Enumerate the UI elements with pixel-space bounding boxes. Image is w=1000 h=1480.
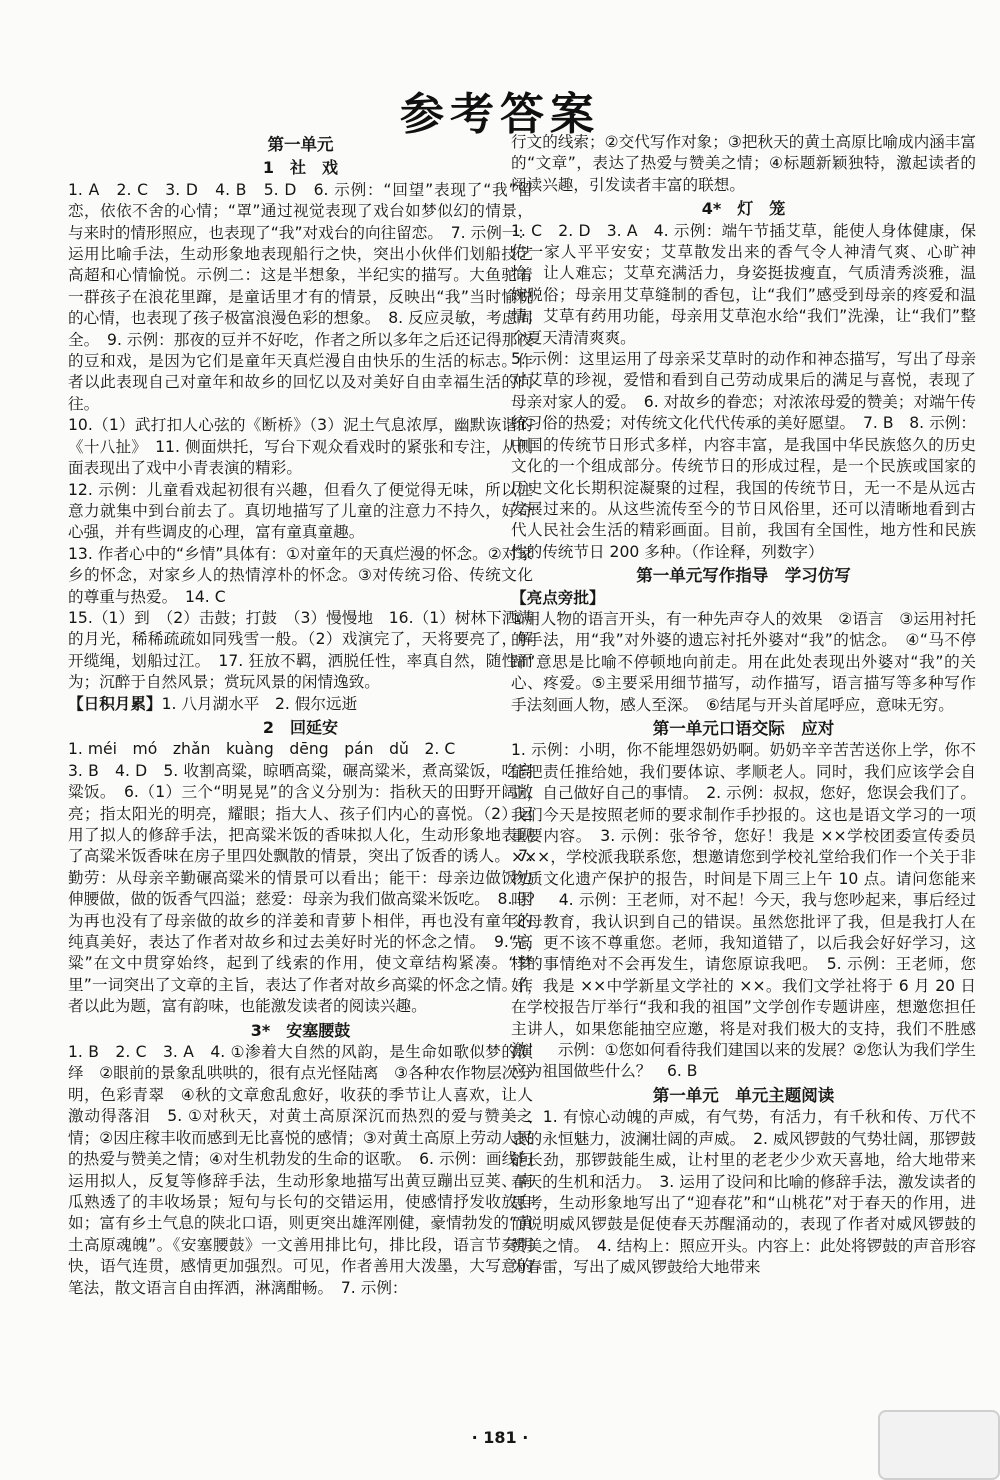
answer-paragraph bbox=[68, 544, 533, 608]
answer-text: ①用人物的语言开头，有一种先声夺人的效果 ②语言 ③运用衬托的手法，用“我”对外婆的遗忘衬托外婆对“我”的惦念。 ④“马不停蹄”意思是比喻不停顿地向前走。用在此处表现出外婆对“我”的关心、疼爱。⑤主要采用细节描写，动作描写，语言描写等多种写作手法刻画人物，感人至深。 ⑥结尾与开头首尾呼应，意味无穷。 bbox=[511, 609, 976, 714]
answer-text: 3. B 4. D 5. 收割高粱，晾晒高粱，碾高粱米，煮高粱饭，吃高粱饭。 6.（1）三个“明晃晃”的含义分别为：指秋天的田野开阔敞亮；指太阳光的明亮，耀眼；指大人、孩子们内心的喜悦。（2）运用了拟人的修辞手法，把高粱米饭的香味拟人化，生动形象地表现了高粱米饭香味在房子里四处飘散的情景，突出了饭香的诱人。 7. 勤劳：从母亲辛勤碾高粱米的情景可以看出；能干：母亲边做饭边伸腰做，做的饭香气四溢；慈爱：母亲为我们做高粱米饭吃。 8. 因为再也没有了母亲做的故乡的洋姜和青萝卜相伴，再也没有童年的纯真美好，表达了作者对故乡和过去美好时光的怀念之情。 9.“高粱”在文中贯穿始终，起到了线索的作用，使文章结构紧凑。“梦里”一词突出了文章的主旨，表达了作者对故乡高粱的怀念之情。作者以此为题，富有韵味，也能激发读者的阅读兴趣。 bbox=[68, 761, 533, 1016]
answer-paragraph bbox=[68, 415, 533, 479]
answer-paragraph bbox=[511, 740, 976, 1083]
answer-paragraph bbox=[68, 480, 533, 544]
answer-text: 13. 作者心中的“乡情”具体有：①对童年的天真烂漫的怀念。②对家乡的怀念，对家乡人的热情淳朴的怀念。③对传统习俗、传统文化的尊重与热爱。 14. C bbox=[68, 544, 533, 606]
answer-paragraph bbox=[511, 132, 976, 196]
answer-text: 行文的线索；②交代写作对象；③把秋天的黄土高原比喻成内涵丰富的“文章”，表达了热爱与赞美之情；④标题新颖独特，激起读者的阅读兴趣，引发读者丰富的联想。 bbox=[511, 133, 976, 194]
answer-text: 1. A 2. C 3. D 4. B 5. D 6. 示例：“回望”表现了“我”留恋，依依不舍的心情；“罩”通过视觉表现了戏台如梦似幻的情景，与来时的情形照应，也表现了“我”对戏台的向往留恋。 7. 示例一：运用比喻手法，生动形象地表现船行之快，突出小伙伴们划船技艺高超和心情愉悦。示例二：这是半想象，半纪实的描写。大鱼驼着一群孩子在浪花里蹿，是童话里才有的情景，反映出“我”当时愉悦的心情，也表现了孩子极富浪漫色彩的想象。 8. 反应灵敏，考虑周全。 9. 示例：那夜的豆并不好吃，作者之所以多年之后还记得那夜的豆和戏，是因为它们是童年天真烂漫自由快乐的生活的标志。作者以此表现自己对童年和故乡的回忆以及对美好自由幸福生活的向往。 bbox=[68, 180, 533, 413]
answer-text: 一、1. 有惊心动魄的声威，有气势，有活力，有千秋和传、万代不衰的永恒魅力，波澜壮阔的声威。 2. 威风锣鼓的气势壮阔，那锣鼓能长劲，那锣鼓能生威，让村里的老老少少欢天喜地，给大地带来春天的生机和活力。 3. 运用了设问和比喻的修辞手法，激发读者的思考，生动形象地写出了“迎春花”和“山桃花”对于春天的作用，进而说明威风锣鼓是促使春天苏醒涌动的，表现了作者对威风锣鼓的赞美之情。 4. 结构上：照应开头。内容上：此处将锣鼓的声音形容为春雷，写出了威风锣鼓给大地带来 bbox=[511, 1108, 976, 1277]
answer-text: 1. 示例：小明，你不能埋怨奶奶啊。奶奶辛辛苦苦送你上学，你不能把责任推给她，我们要体谅、孝顺老人。同时，我们应该学会自立，自己做好自己的事情。 2. 示例：叔叔，您好，您误会我们了。我们今天是按照老师的要求制作手抄报的。这也是语文学习的一项重要内容。 3. 示例：张爷爷，您好！我是 ××学校团委宣传委员 ×××，学校派我联系您，想邀请您到学校礼堂给我们作一个关于非物质文化遗产保护的报告，时间是下周三上午 10 点。请问您能来吗？ 4. 示例：王老师，对不起！今天，我与您吵起来，事后经过父母教育，我认识到自己的错误。虽然您批评了我，但是我打人在先，更不该不尊重您。老师，我知道错了，以后我会好好学习，这样的事情绝对不会再发生，请您原谅我吧。 5. 示例：王老师，您好，我是 ××中学新星文学社的 ××。我们文学社将于 6 月 20 日在学校报告厅举行“我和我的祖国”文学创作专题讲座，想邀您担任主讲人，如果您能抽空应邀，将是对我们极大的支持，我们不胜感激！ 示例：①您如何看待我们建国以来的发展？②您认为我们学生应为祖国做些什么？ 6. B bbox=[511, 741, 976, 1081]
answer-paragraph bbox=[68, 180, 533, 415]
section-heading: 第一单元 bbox=[267, 135, 334, 154]
answer-text: 1. B 2. C 3. A 4. ①渗着大自然的风韵，是生命如歌似梦的演绎 ②眼前的景象乱哄哄的，很有点光怪陆离 ③各种农作物层次分明，色彩青翠 ④秋的文章愈乱愈好，收获的季节让人喜欢，让人激动得落泪 5. ①对秋天，对黄土高原深沉而热烈的爱与赞美之情；②因庄稼丰收而感到无比喜悦的感情；③对黄土高原上劳动人民的热爱与赞美之情；④对生机勃发的生命的讴歌。 6. 示例：画线句运用拟人，反复等修辞手法，生动形象地描写出黄豆蹦出豆荚、南瓜熟透了的丰收场景；短句与长句的交错运用，使感情抒发收放自如；富有乡土气息的陕北口语，则更突出雄浑刚健，豪情勃发的“黄土高原魂魄”。《安塞腰鼓》一文善用排比句，排比段，语言节奏明快，语气连贯，感情更加强烈。可见，作者善用大泼墨，大写意的笔法，散文语言自由挥洒，淋漓酣畅。 7. 示例： bbox=[68, 1043, 533, 1297]
answer-text: 10.（1）武打扣人心弦的《断桥》（3）泥土气息浓厚，幽默诙谐的《十八扯》 11. 侧面烘托，写台下观众看戏时的紧张和专注，从侧面表现出了戏中小青表演的精彩。 bbox=[68, 416, 533, 478]
answer-paragraph bbox=[68, 1042, 533, 1299]
answer-paragraph bbox=[68, 694, 533, 715]
answer-paragraph bbox=[68, 761, 533, 1018]
lesson-heading: 3* 安塞腰鼓 bbox=[250, 1020, 351, 1040]
lesson-heading: 1 社 戏 bbox=[262, 158, 339, 178]
answer-tag: 【亮点旁批】 bbox=[511, 588, 605, 607]
section-heading: 第一单元写作指导 学习仿写 bbox=[636, 566, 851, 586]
lesson-heading: 4* 灯 笼 bbox=[701, 199, 786, 219]
answer-text: 5. 示例：这里运用了母亲采艾草时的动作和神态描写，写出了母亲对艾草的珍视，爱惜和看到自己劳动成果后的满足与喜悦，表现了母亲对家人的爱。 6. 对故乡的眷恋；对浓浓母爱的赞美；对端午传统习俗的热爱；对传统文化代代传承的美好愿望。 7. B 8. 示例：中国的传统节日形式多样，内容丰富，是我国中华民族悠久的历史文化的一个组成部分。传统节日的形成过程，是一个民族或国家的历史文化长期积淀凝聚的过程，我国的传统节日，无一不是从远古发展过来的。从这些流传至今的节日风俗里，还可以清晰地看到古代人民社会生活的精彩画面。目前，我国有全国性，地方性和民族性的传统节日 200 多种。（作诠释，列数字） bbox=[511, 350, 976, 561]
answer-paragraph bbox=[511, 588, 976, 609]
page-number: · 181 · bbox=[471, 1428, 529, 1447]
section-heading: 第一单元 单元主题阅读 bbox=[652, 1085, 835, 1105]
answer-text: 1. C 2. D 3. A 4. 示例：端午节插艾草，能使人身体健康，保佑一家人平平安安；艾草散发出来的香气令人神清气爽、心旷神怡，让人难忘；艾草充满活力，身姿挺拔瘦直，气质清秀淡雅，温婉脱俗；母亲用艾草缝制的香包，让“我们”感受到母亲的疼爱和温情；艾草有药用功能，母亲用艾草泡水给“我们”洗澡，让“我们”整个夏天清清爽爽。 bbox=[511, 221, 976, 347]
answer-paragraph bbox=[511, 221, 976, 349]
answer-paragraph bbox=[511, 349, 976, 563]
watermark-logo bbox=[878, 1410, 1000, 1480]
section-heading: 第一单元口语交际 应对 bbox=[652, 718, 835, 738]
lesson-heading: 2 回延安 bbox=[262, 717, 339, 737]
answer-tag: 【日积月累】 bbox=[68, 694, 162, 713]
answer-paragraph bbox=[68, 739, 533, 760]
answer-paragraph bbox=[511, 1107, 976, 1278]
answer-text: 1. 八月湖水平 2. 假尔远逝 bbox=[161, 694, 358, 713]
answer-text: 12. 示例：儿童看戏起初很有兴趣，但看久了便觉得无味，所以注意力就集中到台前去了。真切地描写了儿童的注意力不持久，好奇心强，并有些调皮的心理，富有童真童趣。 bbox=[68, 480, 533, 542]
page-title: 参考答案 bbox=[400, 89, 600, 140]
answer-text: 15.（1）到 （2）击鼓；打鼓 （3）慢慢地 16.（1）树林下洒满的月光，稀稀疏疏如同残雪一般。（2）戏演完了，天将要亮了，解开缆绳，划船过江。 17. 狂放不羁，洒脱任性，率真自然，随性而为；沉醉于自然风景；赏玩风景的闲情逸致。 bbox=[68, 608, 533, 692]
right-column bbox=[511, 132, 976, 1422]
left-column bbox=[68, 132, 533, 1422]
answer-paragraph bbox=[68, 608, 533, 694]
answer-text: 1. méi mó zhǎn kuàng dēng pán dǔ 2. C bbox=[68, 740, 456, 759]
answer-paragraph bbox=[511, 609, 976, 716]
